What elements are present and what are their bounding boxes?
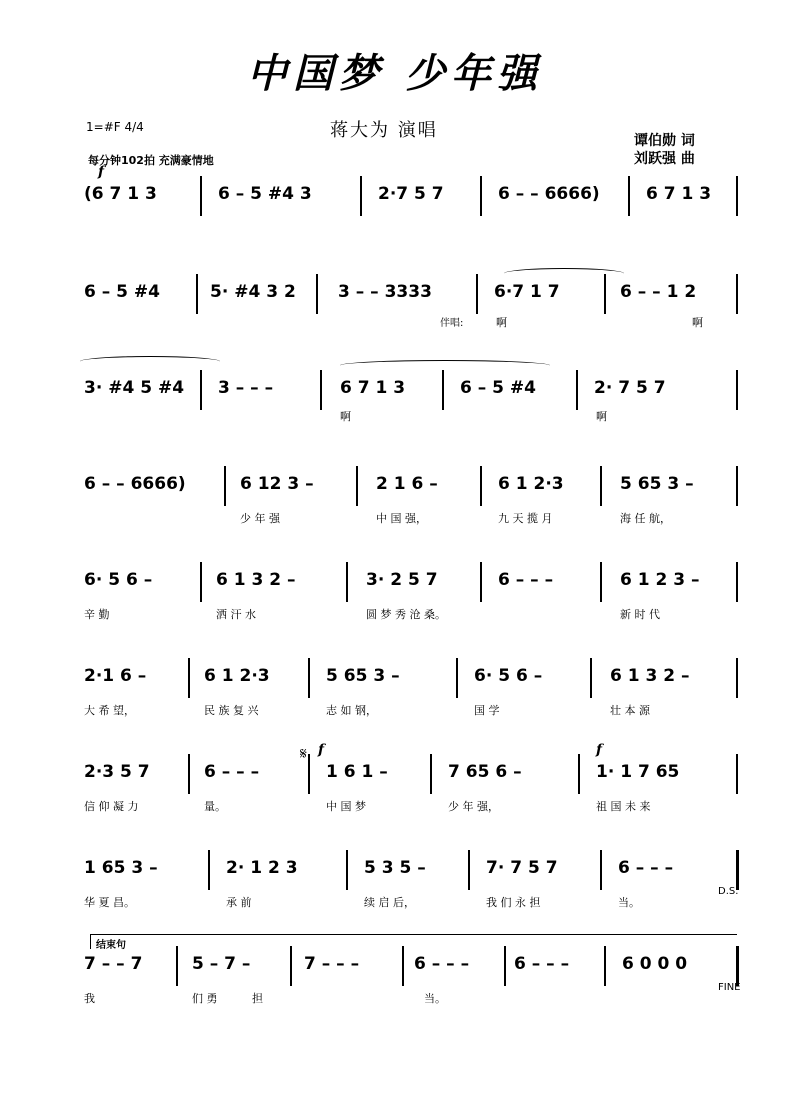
barline (480, 176, 482, 216)
measure: 1· 1 7 65 (596, 762, 680, 782)
barline (430, 754, 432, 794)
measure: 2·7 5 7 (378, 184, 444, 204)
lyric: 我 (84, 992, 95, 1005)
barline (200, 176, 202, 216)
measure: 6·7 1 7 (494, 282, 560, 302)
lyric: 担 (252, 992, 263, 1005)
barline (736, 370, 738, 410)
measure: 1 65 3 – (84, 858, 158, 878)
measure: 3 – – 3333 (338, 282, 432, 302)
measure: 2 1 6 – (376, 474, 438, 494)
measure: 6 0 0 0 (622, 954, 688, 974)
fine-mark: FINE (718, 982, 741, 993)
barline (442, 370, 444, 410)
barline (600, 562, 602, 602)
lyric: 九 天 揽 月 (498, 512, 553, 525)
measure: 6 1 3 2 – (216, 570, 296, 590)
lyric: 中 国 梦 (326, 800, 366, 813)
lyricist-credit: 谭伯勋 词 (634, 133, 695, 149)
forte-mark: f (98, 164, 105, 180)
lyric: 信 仰 凝 力 (84, 800, 139, 813)
measure: 6 – – – (514, 954, 570, 974)
measure: 2·1 6 – (84, 666, 147, 686)
lyric: 华 夏 昌。 (84, 896, 135, 909)
measure: 7 65 6 – (448, 762, 522, 782)
measure: 6 7 1 3 (646, 184, 712, 204)
singer-credit: 蒋大为 演唱 (330, 120, 438, 141)
ending-label: 结束句 (96, 940, 126, 951)
barline (468, 850, 470, 890)
barline (736, 466, 738, 506)
measure: 6 – – 6666) (498, 184, 600, 204)
ending-bracket (90, 934, 737, 949)
measure: 2· 1 2 3 (226, 858, 298, 878)
barline (308, 658, 310, 698)
measure: 5 – 7 – (192, 954, 251, 974)
repeat-barline (736, 850, 739, 890)
ds-mark: D.S. (718, 886, 739, 897)
lyric: 少 年 强， (448, 800, 499, 813)
barline (360, 176, 362, 216)
barline (402, 946, 404, 986)
barline (290, 946, 292, 986)
lyric: 啊 (496, 316, 507, 329)
tempo-marking: 每分钟102拍 充满豪情地 (88, 154, 214, 167)
lyric: 国 学 (474, 704, 500, 717)
slur (504, 268, 624, 279)
measure: 6 – 5 #4 (84, 282, 160, 302)
measure: 6 1 3 2 – (610, 666, 690, 686)
barline (208, 850, 210, 890)
lyric: 祖 国 未 来 (596, 800, 651, 813)
barline (346, 850, 348, 890)
lyric: 们 勇 (192, 992, 218, 1005)
lyric: 我 们 永 担 (486, 896, 541, 909)
barline (576, 370, 578, 410)
lyric: 洒 汗 水 (216, 608, 256, 621)
measure: 7 – – – (304, 954, 360, 974)
final-barline (736, 946, 739, 986)
barline (456, 658, 458, 698)
measure: 6 7 1 3 (340, 378, 406, 398)
lyric: 啊 (340, 410, 351, 423)
measure: 3· 2 5 7 (366, 570, 438, 590)
barline (600, 850, 602, 890)
measure: 7 – – 7 (84, 954, 143, 974)
barline (480, 466, 482, 506)
barline (604, 274, 606, 314)
measure: 6 1 2·3 (498, 474, 564, 494)
barline (600, 466, 602, 506)
lyric: 新 时 代 (620, 608, 660, 621)
measure: 6 – – 1 2 (620, 282, 697, 302)
measure: 5 65 3 – (326, 666, 400, 686)
lyric: 中 国 强， (376, 512, 427, 525)
measure: 6 – 5 #4 (460, 378, 536, 398)
lyric: 啊 (692, 316, 703, 329)
measure: 6 12 3 – (240, 474, 314, 494)
measure: 6 – – – (204, 762, 260, 782)
forte-mark: f (318, 742, 325, 758)
measure: 6 – – 6666) (84, 474, 186, 494)
measure: 6 – – – (498, 570, 554, 590)
measure: 5· #4 3 2 (210, 282, 296, 302)
measure: 3· #4 5 #4 (84, 378, 185, 398)
barline (628, 176, 630, 216)
lyric: 啊 (596, 410, 607, 423)
lyric: 圆 梦 秀 沧 桑。 (366, 608, 446, 621)
lyric: 大 希 望， (84, 704, 135, 717)
barline (736, 274, 738, 314)
measure: 7· 7 5 7 (486, 858, 558, 878)
measure: 2· 7 5 7 (594, 378, 666, 398)
slur (80, 356, 220, 367)
measure: 3 – – – (218, 378, 274, 398)
measure: 5 3 5 – (364, 858, 426, 878)
lyric: 当。 (424, 992, 446, 1005)
barline (320, 370, 322, 410)
measure: 5 65 3 – (620, 474, 694, 494)
lyric: 量。 (204, 800, 226, 813)
measure: 6 1 2·3 (204, 666, 270, 686)
barline (736, 754, 738, 794)
barline (200, 562, 202, 602)
measure: 6· 5 6 – (474, 666, 543, 686)
slur (340, 360, 550, 371)
measure: 6 – – – (414, 954, 470, 974)
barline (578, 754, 580, 794)
key-signature: 1=#F 4/4 (86, 120, 144, 134)
measure: 6· 5 6 – (84, 570, 153, 590)
lyric: 少 年 强 (240, 512, 280, 525)
barline (188, 754, 190, 794)
barline (224, 466, 226, 506)
barline (196, 274, 198, 314)
lyric: 壮 本 源 (610, 704, 650, 717)
segno-mark: 𝄋 (300, 744, 307, 763)
chorus-label: 伴唱: (440, 318, 464, 329)
barline (346, 562, 348, 602)
composer-credit: 刘跃强 曲 (634, 151, 695, 167)
lyric: 民 族 复 兴 (204, 704, 259, 717)
barline (308, 754, 310, 794)
measure: 6 – – – (618, 858, 674, 878)
forte-mark: f (596, 742, 603, 758)
measure: (6 7 1 3 (84, 184, 157, 204)
barline (176, 946, 178, 986)
measure: 2·3 5 7 (84, 762, 150, 782)
lyric: 海 任 航， (620, 512, 671, 525)
barline (316, 274, 318, 314)
lyric: 承 前 (226, 896, 252, 909)
barline (476, 274, 478, 314)
barline (480, 562, 482, 602)
barline (504, 946, 506, 986)
barline (200, 370, 202, 410)
lyric: 辛 勤 (84, 608, 110, 621)
measure: 6 1 2 3 – (620, 570, 700, 590)
barline (736, 658, 738, 698)
barline (604, 946, 606, 986)
barline (590, 658, 592, 698)
lyric: 志 如 钢， (326, 704, 377, 717)
barline (356, 466, 358, 506)
barline (188, 658, 190, 698)
lyric: 当。 (618, 896, 640, 909)
barline (736, 562, 738, 602)
measure: 6 – 5 #4 3 (218, 184, 312, 204)
measure: 1 6 1 – (326, 762, 388, 782)
page-title: 中国梦 少年强 (247, 50, 543, 97)
lyric: 续 启 后， (364, 896, 415, 909)
barline (736, 176, 738, 216)
